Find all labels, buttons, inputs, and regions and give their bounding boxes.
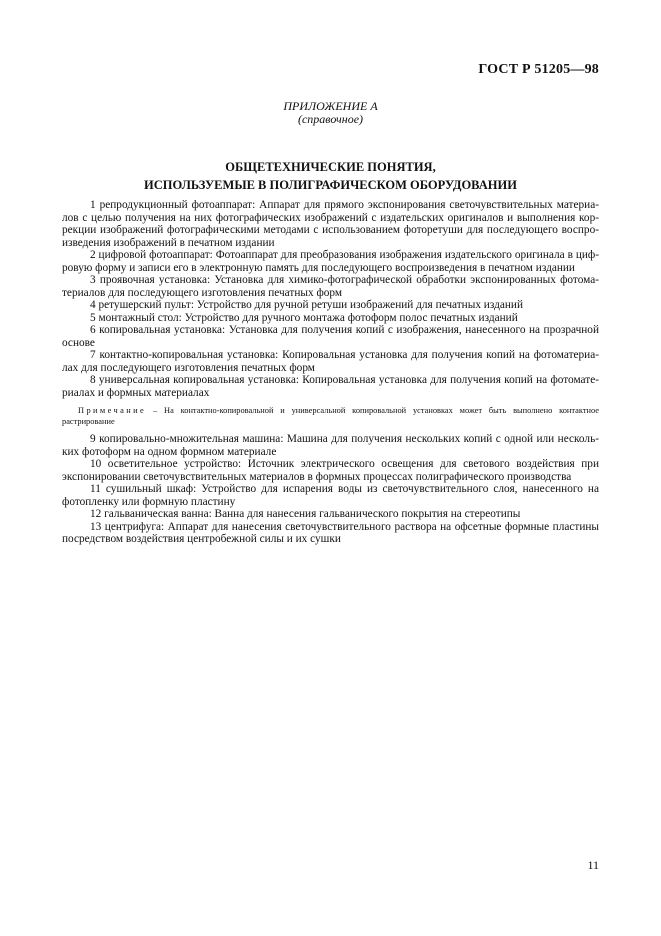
term-paragraph-3: 3 проявочная установка: Установка для химико-фотографической обработки экспонированных фотоматериалов для последующего изготовления печатных форм [62, 274, 599, 299]
terms-body [62, 199, 599, 546]
term-paragraph-13: 13 центрифуга: Аппарат для нанесения светочувствительного раствора на офсетные формные пластины посредством воздействия центробежной силы и их сушки [62, 520, 599, 545]
term-paragraph-6: 6 копировальная установка: Установка для получения копий с изображения, нанесенного на прозрачной основе [62, 324, 599, 349]
term-paragraph-8: 8 универсальная копировальная установка: Копировальная установка для получения копий на фотоматериалах и формных материалах [62, 374, 599, 399]
note-label: Примечание [78, 406, 147, 415]
page-number: 11 [587, 858, 599, 872]
term-paragraph-2: 2 цифровой фотоаппарат: Фотоаппарат для преобразования изображения издательского оригинала в цифровую форму и записи его в электронную память для последующего воспроизведения в печатном издании [62, 249, 599, 274]
term-paragraph-9: 9 копировально-множительная машина: Машина для получения нескольких копий с одной или нескольких фотоформ на одном формном материале [62, 433, 599, 458]
term-paragraph-11: 11 сушильный шкаф: Устройство для испарения воды из светочувствительного слоя, нанесенного на фотопленку или формную пластину [62, 483, 599, 508]
note-text: – На контактно-копировальной и универсальной копировальной установках может быть выполнено контактное растрирование [62, 406, 599, 426]
standard-code-header: ГОСТ Р 51205—98 [478, 62, 599, 77]
appendix-status: (справочное) [297, 112, 364, 126]
note-paragraph [62, 405, 599, 427]
appendix-heading [0, 100, 661, 126]
term-paragraph-4: 4 ретушерский пульт: Устройство для ручной ретуши изображений для печатных изданий [90, 299, 523, 311]
section-title-line-1: ОБЩЕТЕХНИЧЕСКИЕ ПОНЯТИЯ, [225, 160, 436, 174]
term-paragraph-12: 12 гальваническая ванна: Ванна для нанесения гальванического покрытия на стереотипы [90, 508, 521, 520]
section-title [0, 158, 661, 194]
appendix-label: ПРИЛОЖЕНИЕ А [283, 99, 378, 113]
term-paragraph-5: 5 монтажный стол: Устройство для ручного монтажа фотоформ полос печатных изданий [90, 311, 518, 324]
term-paragraph-10: 10 осветительное устройство: Источник электрического освещения для светового воздействия при экспонировании светочувствительных материалов в формных процессах полиграфического производства [62, 458, 599, 483]
section-title-line-2: ИСПОЛЬЗУЕМЫЕ В ПОЛИГРАФИЧЕСКОМ ОБОРУДОВАНИИ [144, 178, 517, 192]
term-paragraph-1: 1 репродукционный фотоаппарат: Аппарат для прямого экспонирования светочувствительных материалов с целью получения на них фотографических изображений с издательских оригиналов и выполнения коррекции изображений фотографическими методами с использованием фоторетуши для последующего воспроизведения изображений в печатном издании [62, 199, 599, 249]
term-paragraph-7: 7 контактно-копировальная установка: Копировальная установка для получения копий на фотоматериалах для последующего изготовления печатных форм [62, 349, 599, 374]
